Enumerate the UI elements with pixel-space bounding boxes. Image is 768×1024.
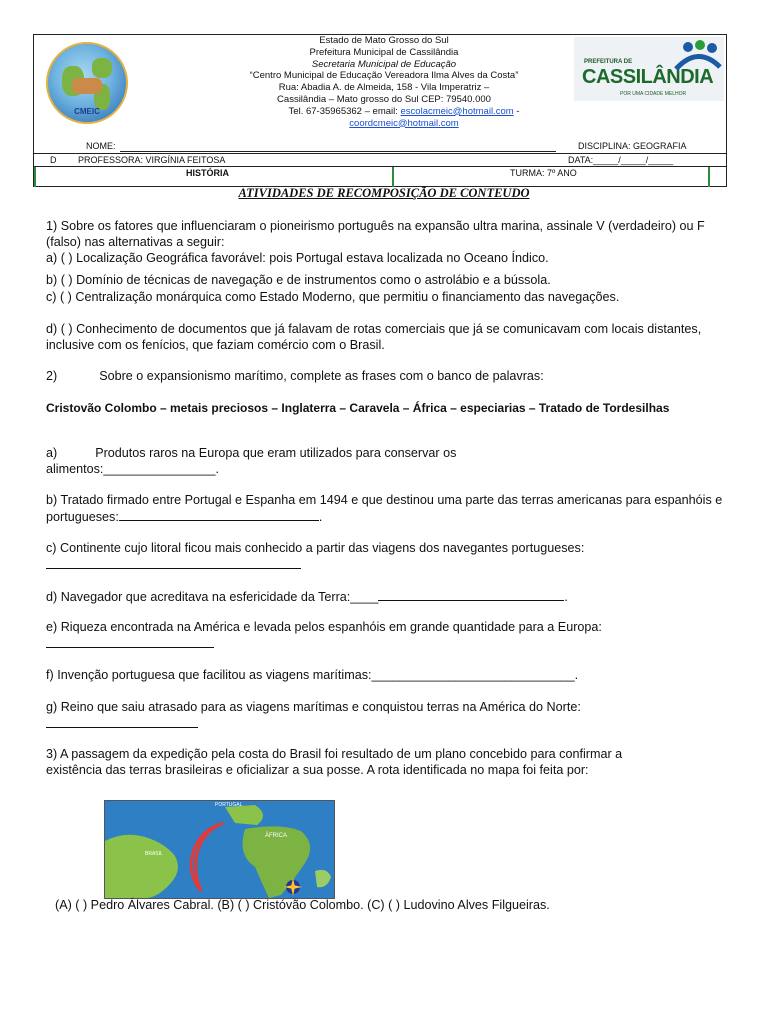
route-map xyxy=(104,800,335,899)
q2-item-f[interactable]: f) Invenção portuguesa que facilitou as viagens marítimas:_____________________________. xyxy=(46,668,579,682)
nome-field[interactable] xyxy=(120,151,556,152)
tel-text: Tel. 67-35965362 – email: xyxy=(288,105,401,117)
q2-item-c: c) Continente cujo litoral ficou mais conhecido a partir das viagens dos navegantes portugueses: xyxy=(46,541,585,555)
map-label-brasil: BRASIL xyxy=(145,851,163,857)
center-name-line: “Centro Municipal de Educação Vereadora Ilma Alves da Costa” xyxy=(249,70,519,82)
city-line: Cassilândia – Mato grosso do Sul CEP: 79540.000 xyxy=(277,93,491,105)
nome-label: NOME: xyxy=(86,141,116,151)
logo-prefix: PREFEITURA DE xyxy=(584,59,633,65)
map-label-africa: ÁFRICA xyxy=(265,833,288,839)
logo-slogan: POR UMA CIDADE MELHOR xyxy=(620,91,687,97)
email-separator: - xyxy=(513,105,520,117)
q1-text: Sobre os fatores que influenciaram o pioneirismo português na expansão ultra marina, assinale V (verdadeiro) ou F (falso) nas alternativas a seguir: xyxy=(46,219,705,249)
word-bank: Cristovão Colombo – metais preciosos – Inglaterra – Caravela – África – especiarias – Tratado de Tordesilhas xyxy=(46,401,670,415)
logo-text: CMEIC xyxy=(74,107,100,116)
people-icon xyxy=(674,39,722,73)
page-title: ATIVIDADES DE RECOMPOSIÇÃO DE CONTEUDO xyxy=(238,186,530,200)
q3-stem: 3) A passagem da expedição pela costa do Brasil foi resultado de um plano concebido para confirmar a existência das terras brasileiras e oficializar a sua posse. A rota identificada no mapa foi feita por: xyxy=(46,747,623,777)
q2-g-answer[interactable] xyxy=(46,727,198,728)
q1-stem xyxy=(46,219,726,251)
q1-option-d[interactable]: d) ( ) Conhecimento de documentos que já falavam de rotas comerciais que já se comunicavam com locais distantes, inclusive com os fenícios, que faziam comércio com o Brasil. xyxy=(46,322,702,352)
q2-a-label: a) xyxy=(46,446,58,460)
q2-item-e: e) Riqueza encontrada na América e levada pelos espanhóis em grande quantidade para a Europa: xyxy=(46,620,602,634)
q1-option-a[interactable]: a) ( ) Localização Geográfica favorável: pois Portugal estava localizada no Oceano Índico. xyxy=(46,251,549,265)
q3-options[interactable]: (A) ( ) Pedro Álvares Cabral. (B) ( ) Cristóvão Colombo. (C) ( ) Ludovino Alves Filgueiras. xyxy=(55,898,550,912)
address-line: Rua: Abadia A. de Almeida, 158 - Vila Imperatriz – xyxy=(278,82,490,94)
cassilandia-logo xyxy=(574,37,724,101)
q1-option-b[interactable]: b) ( ) Domínio de técnicas de navegação e de instrumentos como o astrolábio e a bússola. xyxy=(46,273,551,287)
materia-label: HISTÓRIA xyxy=(186,168,230,178)
q1-option-c[interactable]: c) ( ) Centralização monárquica como Estado Moderno, que permitiu o financiamento das navegações. xyxy=(46,290,620,304)
q1-number: 1) xyxy=(46,219,58,233)
email-link-1[interactable]: escolacmeic@hotmail.com xyxy=(400,105,514,117)
institution-info xyxy=(214,35,554,129)
q2-item-a xyxy=(46,446,726,462)
map-label-portugal: PORTUGAL xyxy=(215,802,243,808)
header-box xyxy=(33,34,727,187)
state-line: Estado de Mato Grosso do Sul xyxy=(319,35,449,46)
q2-item-g: g) Reino que saiu atrasado para as viagens marítimas e conquistou terras na América do Norte: xyxy=(46,700,581,714)
q2-item-d[interactable]: d) Navegador que acreditava na esfericidade da Terra:____ . xyxy=(46,590,568,604)
professora-label: PROFESSORA: VIRGÍNIA FEITOSA xyxy=(78,155,226,165)
q2-a-text: Produtos raros na Europa que eram utilizados para conservar os xyxy=(95,446,457,460)
d-label: D xyxy=(50,155,57,165)
school-logo xyxy=(46,42,128,124)
logo-name: CASSILÂNDIA xyxy=(582,66,714,88)
turma-label: TURMA: 7º ANO xyxy=(510,168,577,178)
q2-stem xyxy=(46,369,726,385)
disciplina-label: DISCIPLINA: GEOGRAFIA xyxy=(578,141,687,151)
q2-item-a-answer[interactable]: alimentos:________________. xyxy=(46,462,219,476)
email-link-2[interactable]: coordcmeic@hotmail.com xyxy=(349,117,459,129)
map-icon xyxy=(105,801,334,898)
data-field[interactable]: DATA:_____/_____/_____ xyxy=(568,155,674,165)
q2-number: 2) xyxy=(46,369,58,383)
prefeitura-line: Prefeitura Municipal de Cassilândia xyxy=(309,46,459,58)
q2-b-text: b) Tratado firmado entre Portugal e Espanha em 1494 e que destinou uma parte das terras americanas para espanhóis e portugueses: xyxy=(46,493,723,524)
q2-d-text: d) Navegador que acreditava na esfericidade da Terra:____ xyxy=(46,590,379,604)
q2-text: Sobre o expansionismo marítimo, complete as frases com o banco de palavras: xyxy=(99,369,544,383)
q2-e-answer[interactable] xyxy=(46,647,214,648)
secretaria-line: Secretaria Municipal de Educação xyxy=(311,58,457,70)
q2-item-b[interactable]: b) Tratado firmado entre Portugal e Espanha em 1494 e que destinou uma parte das terras americanas para espanhóis e portugueses: . xyxy=(46,493,723,524)
contact-line xyxy=(214,106,554,118)
q2-c-answer[interactable] xyxy=(46,568,301,569)
